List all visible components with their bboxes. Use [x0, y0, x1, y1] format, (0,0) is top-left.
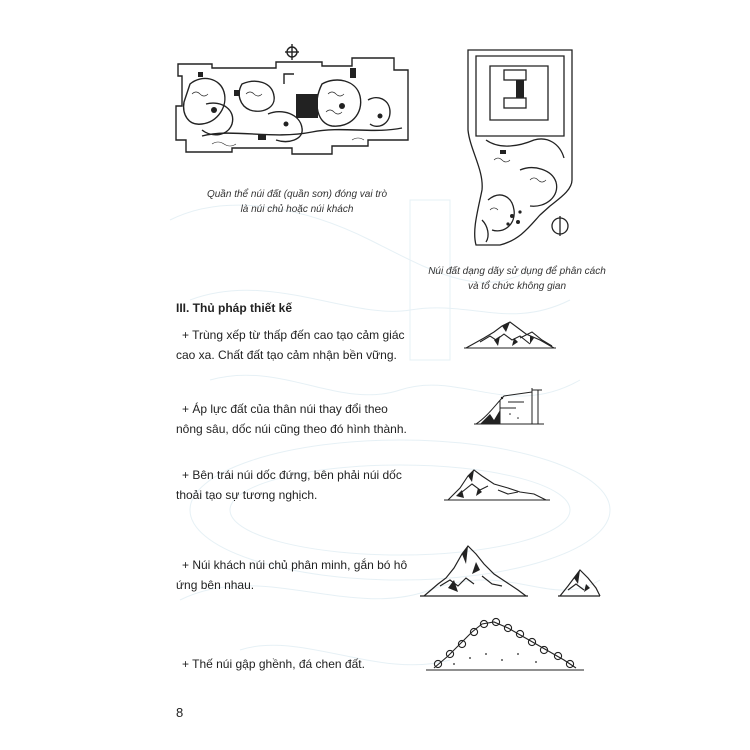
- right-caption-line-1: Núi đất dạng dãy sử dụng để phân cách: [428, 266, 606, 277]
- bullet-2-line-1: + Áp lực đất của thân núi thay đổi theo: [182, 402, 388, 416]
- left-figure-caption: [192, 187, 402, 217]
- right-caption-line-2: và tổ chức không gian: [467, 281, 567, 292]
- bullet-5-line-1: + Thế núi gập ghềnh, đá chen đất.: [182, 657, 365, 671]
- left-caption-line-1: Quần thể núi đất (quần sơn) đóng vai trò: [206, 189, 388, 200]
- bullet-5: [176, 654, 421, 674]
- left-caption-line-2: là núi chủ hoặc núi khách: [240, 204, 354, 215]
- right-figure-caption: [422, 264, 612, 294]
- mountain-sketch-asymmetric: [442, 466, 552, 504]
- bullet-3: [176, 465, 421, 505]
- bullet-1: [176, 325, 421, 365]
- section-title: III. Thủ pháp thiết kế: [176, 301, 293, 315]
- bullet-4: [176, 555, 421, 595]
- garden-plan-map: [172, 44, 412, 162]
- bullet-2-line-2: nông sâu, dốc núi cũng theo đó hình thành.: [176, 422, 407, 436]
- bullet-3-line-2: thoải tạo sự tương nghịch.: [176, 488, 318, 502]
- bullet-2: [176, 399, 421, 439]
- bullet-4-line-2: ứng bên nhau.: [176, 578, 255, 592]
- bullet-1-line-2: cao xa. Chất đất tạo cảm nhận bền vững.: [176, 348, 397, 362]
- page-number: 8: [176, 705, 184, 720]
- mountain-sketch-host-guest: [418, 540, 602, 600]
- mountain-sketch-layered: [460, 318, 560, 352]
- slope-section-diagram: [472, 384, 552, 428]
- mountain-sketch-rugged: [424, 614, 588, 676]
- bullet-1-line-1: + Trùng xếp từ thấp đến cao tạo cảm giác: [182, 328, 405, 342]
- bullet-4-line-1: + Núi khách núi chủ phân minh, gắn bó hô: [182, 558, 408, 572]
- island-plan-map: [460, 40, 580, 250]
- bullet-3-line-1: + Bên trái núi dốc đứng, bên phải núi dốc: [182, 468, 402, 482]
